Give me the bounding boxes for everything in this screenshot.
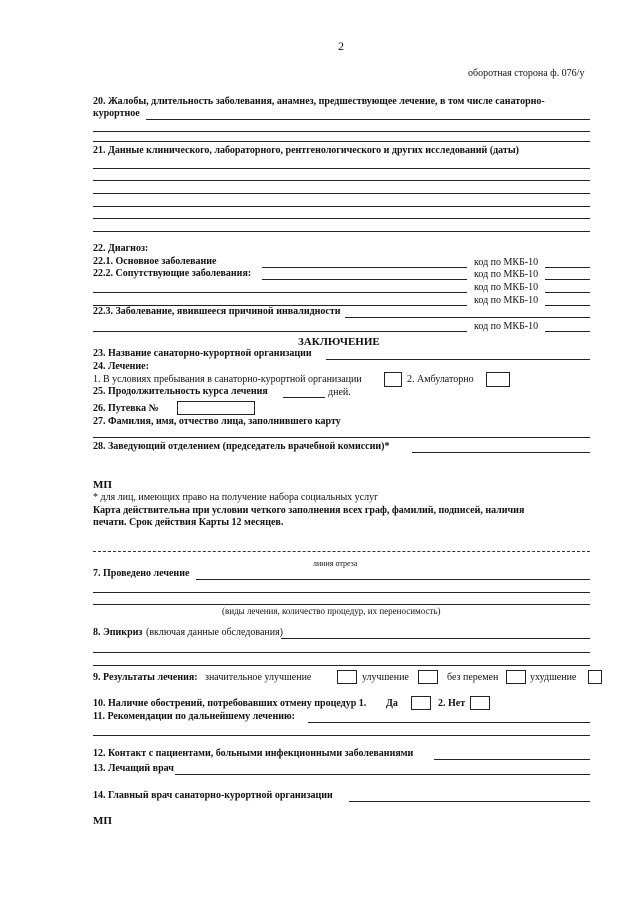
infection-contact-field-line[interactable]	[434, 759, 590, 760]
voucher-number-field[interactable]	[177, 401, 255, 415]
treatment-done-hint: (виды лечения, количество процедур, их переносимость)	[222, 606, 441, 616]
result-significant-checkbox[interactable]	[337, 670, 357, 684]
treatment-inpatient-checkbox[interactable]	[384, 372, 402, 387]
mkb-code-label: код по МКБ-10	[474, 257, 539, 268]
result-unchanged-checkbox[interactable]	[506, 670, 526, 684]
treatment-inpatient-label: 1. В условиях пребывания в санаторно-курортной организации	[93, 374, 362, 385]
section-12-label: 12. Контакт с пациентами, больными инфекционными заболеваниями	[93, 748, 414, 759]
section-28-label: 28. Заведующий отделением (председатель врачебной комиссии)*	[93, 441, 390, 452]
disability-cause-line[interactable]	[93, 331, 467, 332]
comorbid-field-line[interactable]	[262, 279, 467, 280]
section-24-label: 24. Лечение:	[93, 361, 149, 372]
head-of-department-field-line[interactable]	[412, 452, 590, 453]
section-20-title-cont: курортное	[93, 108, 140, 119]
section-9-label: 9. Результаты лечения:	[93, 672, 198, 683]
section-8-label: 8. Эпикриз	[93, 627, 143, 638]
course-duration-unit: дней.	[328, 387, 351, 398]
epicrisis-hint: (включая данные обследования)	[146, 627, 284, 638]
section-11-label: 11. Рекомендации по дальнейшему лечению:	[93, 711, 295, 722]
section-20-field-line[interactable]	[146, 119, 590, 120]
section-20-line[interactable]	[93, 141, 590, 142]
result-significant-label: значительное улучшение	[205, 672, 312, 683]
section-25-label: 25. Продолжительность курса лечения	[93, 386, 268, 397]
section-21-line[interactable]	[93, 193, 590, 194]
result-improved-label: улучшение	[362, 672, 409, 683]
mkb-code-label: код по МКБ-10	[474, 321, 539, 332]
exacerbation-no-checkbox[interactable]	[470, 696, 490, 710]
mkb-code-field-line[interactable]	[545, 267, 590, 268]
treatment-outpatient-label: 2. Амбулаторно	[407, 374, 474, 385]
section-22-title: 22. Диагноз:	[93, 243, 149, 254]
section-21-line[interactable]	[93, 231, 590, 232]
validity-note: Карта действительна при условии четкого заполнения всех граф, фамилий, подписей, наличия	[93, 505, 525, 516]
stamp-place-label: МП	[93, 479, 112, 491]
section-21-line[interactable]	[93, 180, 590, 181]
stamp-place-label-2: МП	[93, 815, 112, 827]
section-21-title: 21. Данные клинического, лабораторного, рентгенологического и других исследований (даты)	[93, 145, 519, 156]
exacerbation-no-label: 2. Нет	[438, 698, 466, 709]
attending-doctor-field-line[interactable]	[175, 774, 590, 775]
epicrisis-line[interactable]	[93, 652, 590, 653]
epicrisis-field-line[interactable]	[281, 638, 590, 639]
main-disease-field-line[interactable]	[262, 267, 467, 268]
section-22-1-label: 22.1. Основное заболевание	[93, 256, 217, 267]
disability-cause-field-line[interactable]	[345, 317, 590, 318]
section-27-label: 27. Фамилия, имя, отчество лица, заполнившего карту	[93, 416, 341, 427]
section-21-line[interactable]	[93, 206, 590, 207]
exacerbation-yes-checkbox[interactable]	[411, 696, 431, 710]
section-21-line[interactable]	[93, 218, 590, 219]
section-14-label: 14. Главный врач санаторно-курортной организации	[93, 790, 333, 801]
form-side-label: оборотная сторона ф. 076/у	[468, 68, 585, 79]
mkb-code-field-line[interactable]	[545, 279, 590, 280]
mkb-code-label: код по МКБ-10	[474, 295, 539, 306]
mkb-code-field-line[interactable]	[545, 331, 590, 332]
section-22-3-label: 22.3. Заболевание, явившееся причиной инвалидности	[93, 306, 341, 317]
result-unchanged-label: без перемен	[447, 672, 499, 683]
recommendations-line[interactable]	[93, 735, 590, 736]
section-22-2-label: 22.2. Сопутствующие заболевания:	[93, 268, 252, 279]
section-13-label: 13. Лечащий врач	[93, 763, 174, 774]
validity-note-cont: печати. Срок действия Карты 12 месяцев.	[93, 517, 284, 528]
comorbid-line[interactable]	[93, 292, 467, 293]
mkb-code-field-line[interactable]	[545, 292, 590, 293]
cut-dashed-line	[93, 551, 590, 552]
section-21-line[interactable]	[93, 168, 590, 169]
treatment-outpatient-checkbox[interactable]	[486, 372, 510, 387]
mkb-code-label: код по МКБ-10	[474, 269, 539, 280]
epicrisis-line[interactable]	[93, 665, 590, 666]
result-worse-checkbox[interactable]	[588, 670, 602, 684]
section-20-title: 20. Жалобы, длительность заболевания, анамнез, предшествующее лечение, в том числе санаторно-	[93, 96, 545, 107]
conclusion-heading: ЗАКЛЮЧЕНИЕ	[298, 336, 380, 348]
course-duration-field-line[interactable]	[283, 397, 325, 398]
page-number: 2	[338, 39, 344, 53]
section-20-line[interactable]	[93, 131, 590, 132]
chief-doctor-field-line[interactable]	[349, 801, 590, 802]
result-improved-checkbox[interactable]	[418, 670, 438, 684]
footnote: * для лиц, имеющих право на получение набора социальных услуг	[93, 492, 379, 503]
section-26-label: 26. Путевка №	[93, 403, 159, 414]
recommendations-field-line[interactable]	[308, 722, 590, 723]
filled-by-field-line[interactable]	[93, 437, 590, 438]
section-7-label: 7. Проведено лечение	[93, 568, 190, 579]
result-worse-label: ухудшение	[530, 672, 577, 683]
treatment-done-line[interactable]	[93, 592, 590, 593]
organization-name-field-line[interactable]	[326, 359, 590, 360]
mkb-code-field-line[interactable]	[545, 305, 590, 306]
section-10-label: 10. Наличие обострений, потребовавших отмену процедур 1.	[93, 698, 367, 709]
cut-line-label: линия отреза	[313, 559, 358, 568]
treatment-done-field-line[interactable]	[196, 579, 590, 580]
section-23-label: 23. Название санаторно-курортной организации	[93, 348, 312, 359]
mkb-code-label: код по МКБ-10	[474, 282, 539, 293]
exacerbation-yes-label: Да	[386, 698, 398, 709]
